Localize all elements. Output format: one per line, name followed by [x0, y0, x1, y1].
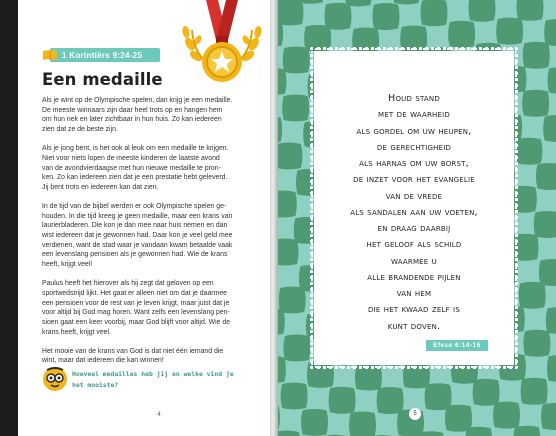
page-number: 4: [157, 412, 161, 418]
paragraph: Als je jong bent, is het ook al leuk om een medaille te krijgen. Niet voor niets lopen de meeste kinderen de laatste avond van de avondvierdaagse met hun nieuwe medaille te pron- ken. Zo kan iedereen zien dat je een prestatie hebt geleverd. Jij bent trots en iedereen kan dat zien.: [42, 145, 229, 191]
verse-reference-tag: Efeze 6:14-16: [426, 340, 488, 351]
book-edge: [0, 0, 18, 436]
book-icon: [42, 49, 58, 61]
page-number: 5: [409, 408, 421, 420]
verse-line: Houd stand: [388, 93, 440, 104]
left-page: [18, 0, 270, 436]
verse-line: alle brandende pijlen: [367, 271, 461, 283]
right-page: [278, 0, 556, 436]
verse-line: als harnas om uw borst,: [359, 158, 469, 169]
scripture-reference-tag: [42, 48, 160, 62]
reflection-question: [42, 366, 270, 396]
paragraph: Als je wint op de Olympische spelen, dan krijg je een medaille. De meeste winnaars zijn daar heel trots op en hangen hem om hun nek en later zichtbaar in hun huis. Zo kan iedereen zien dat ze de beste zijn.: [42, 97, 233, 133]
verse-line: kunt doven.: [387, 320, 441, 332]
verse-line: de gerechtigheid: [376, 141, 452, 153]
verse-line: van hem: [396, 288, 432, 299]
paragraph: Het mooie van de krans van God is dat niet één iemand die wint, maar dat iedereen die kan winnen!: [42, 347, 224, 365]
scripture-reference: 1 Korintiërs 9:24-25: [62, 50, 143, 60]
question-face-icon: [42, 366, 68, 392]
verse-line: het geloof als schild: [366, 239, 462, 251]
verse-line: van de vrede: [385, 190, 443, 202]
verse-card: [314, 51, 514, 365]
verse-text: [314, 91, 514, 335]
paragraph: In de tijd van de bijbel werden er ook Olympische spelen ge- houden. In die tijd kreeg je geen medaille, maar een krans van laurierbladeren. Die kon je dan mee naar huis nemen en dan wist iedereen dat je gewonnen had. Daar kon je veel geld mee verdienen, want de stad waar je vandaan kwam betaalde vaak een levenslang pensioen als je gewonnen had. Wie de krans heeft, krijgt veel!: [42, 203, 233, 269]
verse-line: de inzet voor het evangelie: [353, 174, 475, 186]
verse-line: die het kwaad zelf is: [368, 304, 460, 316]
book-gutter: [270, 0, 278, 436]
verse-line: als gordel om uw heupen,: [356, 125, 472, 137]
paragraph: Paulus heeft het hierover als hij zegt dat geloven op een sportwedstrijd lijkt. Het gaat er alleen niet om dat je daarmee een pensioen voor de rest van je leven krijgt, maar juist dat je voor altijd bij God mag horen. Want zelfs een levenslang pen- sioen gaat een keer voorbij, maar God blijft voor altijd. Wie de krans heeft, krijgt veel.: [42, 280, 231, 336]
medal-icon: [176, 0, 268, 92]
question-text: Hoeveel medailles heb jij en welke vind je het mooiste?: [72, 370, 234, 389]
verse-line: als sandalen aan uw voeten,: [350, 206, 478, 218]
page-title: Een medaille: [42, 70, 163, 89]
verse-line: met de waarheid: [378, 109, 450, 121]
verse-line: waarmee u: [390, 255, 438, 267]
article-body: [42, 96, 270, 376]
verse-line: en draag daarbij: [377, 223, 451, 234]
